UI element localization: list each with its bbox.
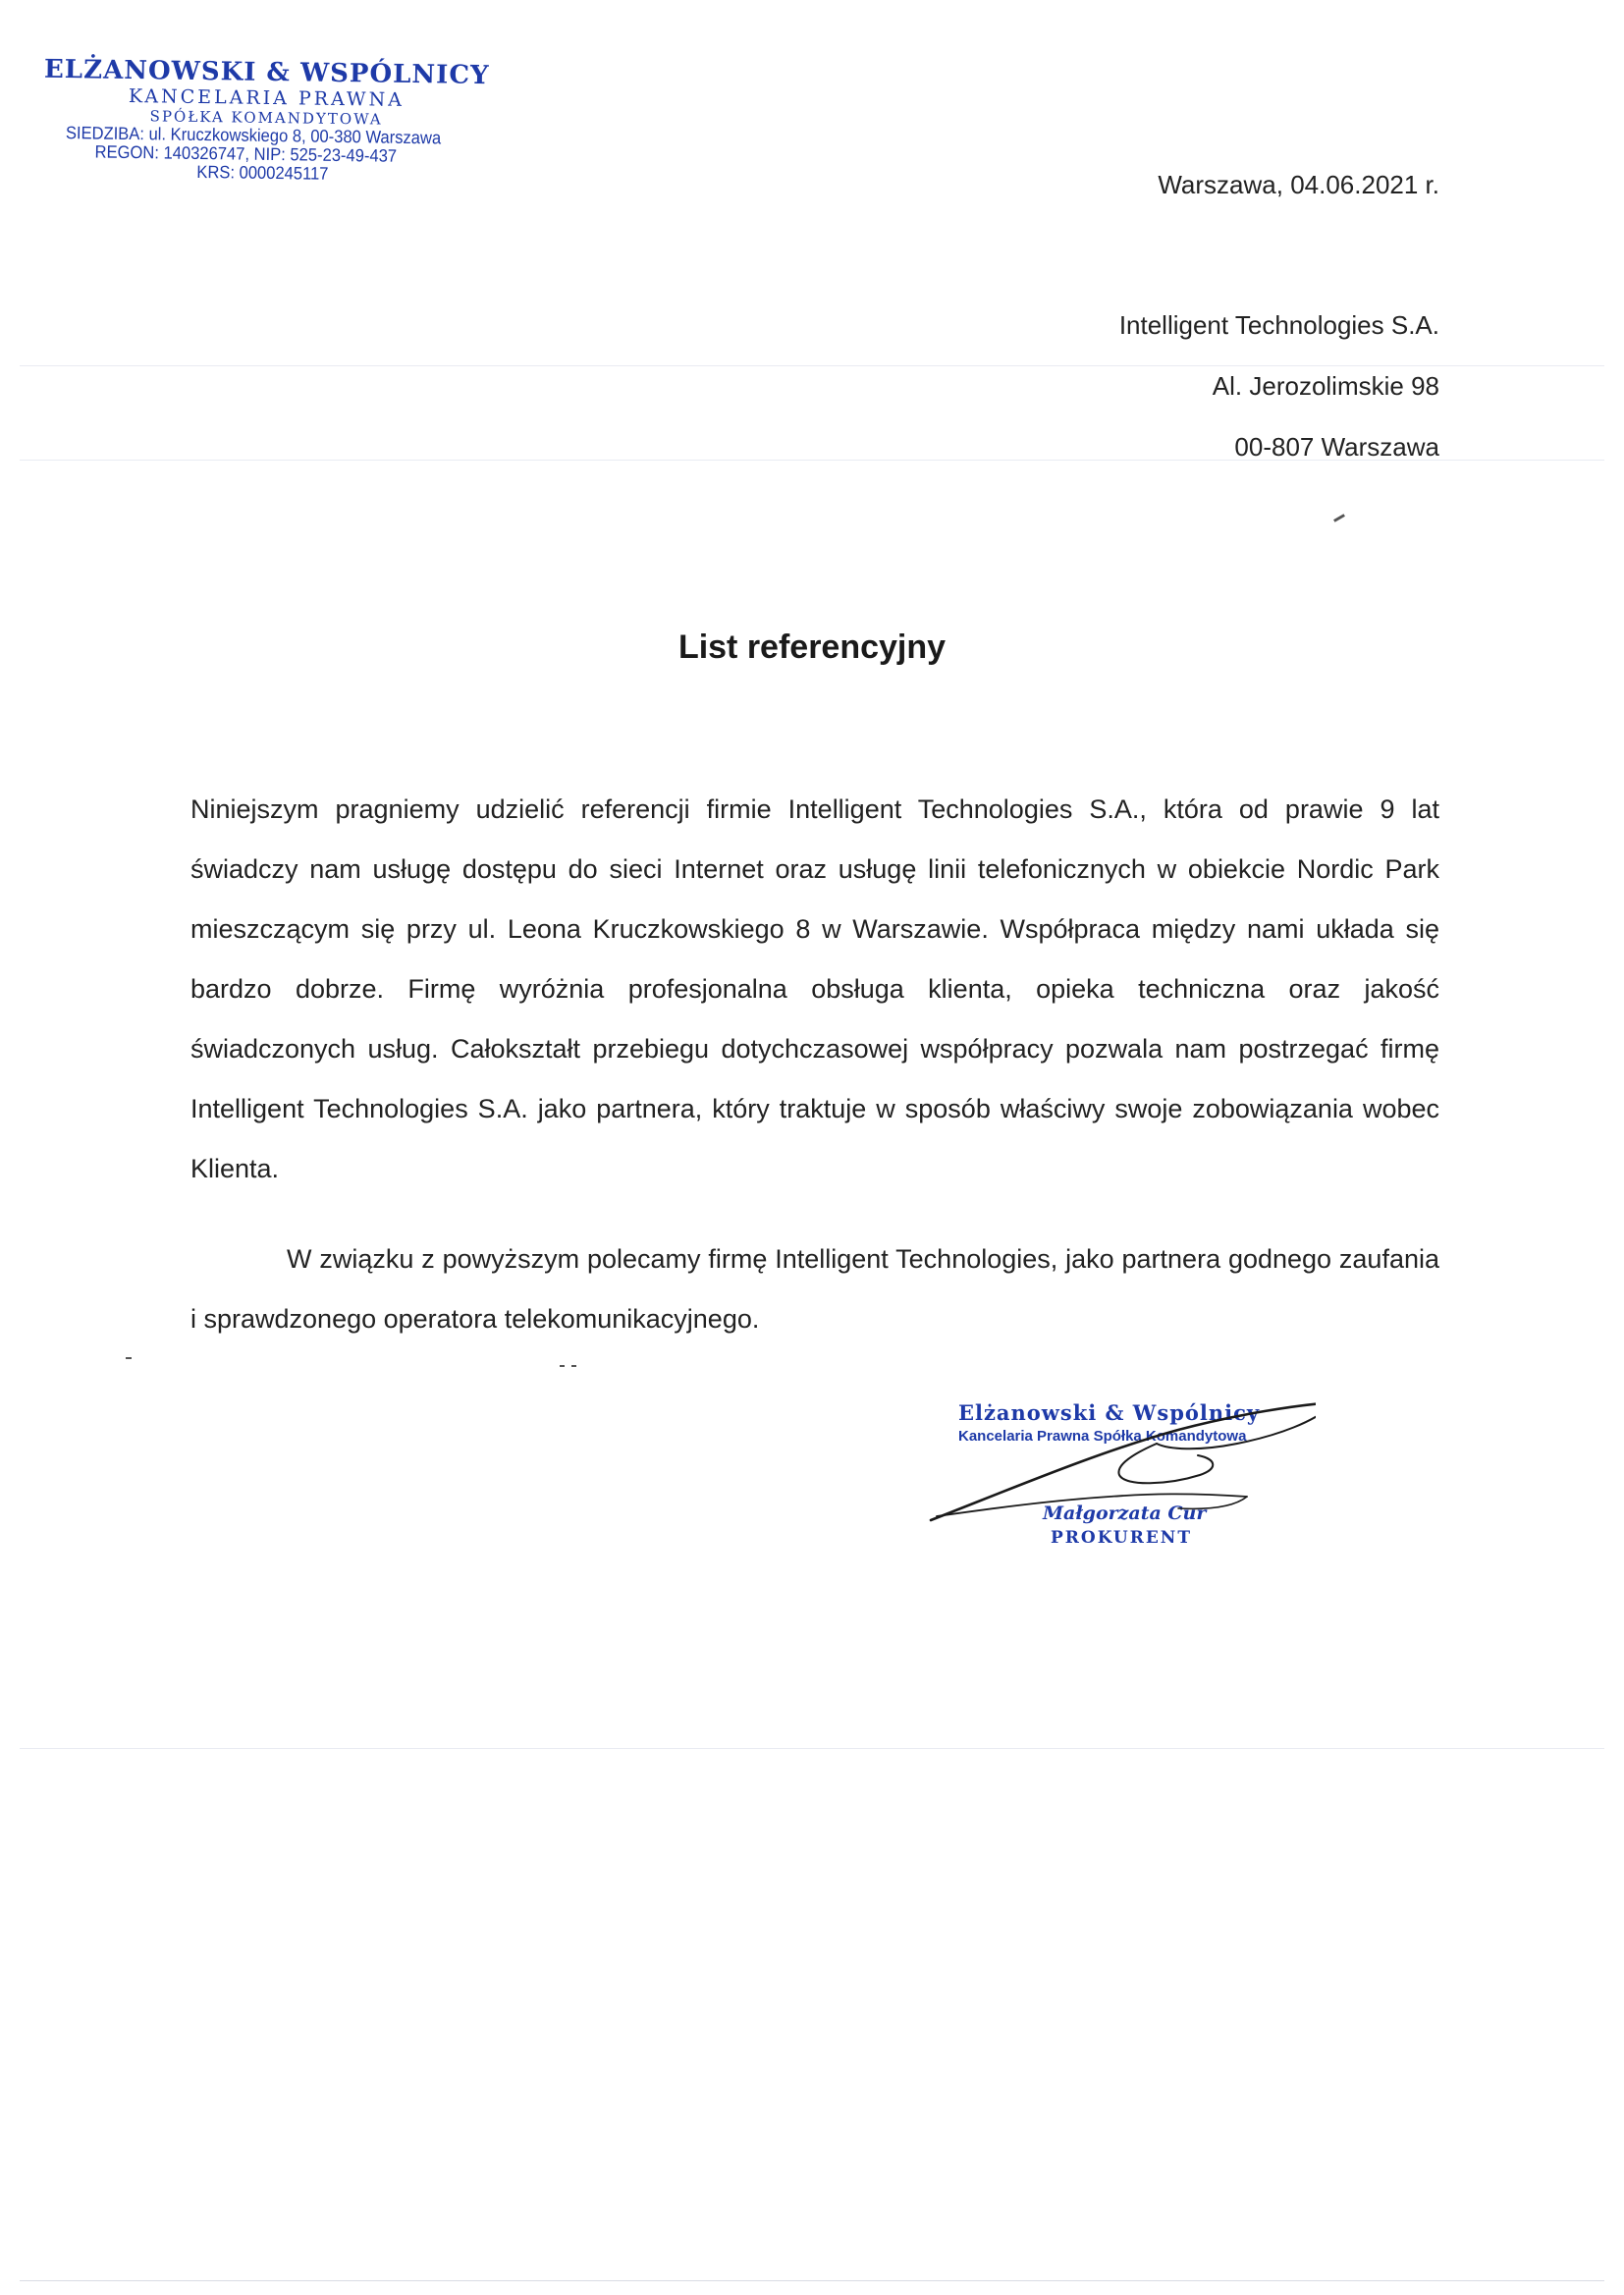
recipient-city: 00-807 Warszawa [1234,432,1439,462]
recipient-address [1119,295,1439,477]
scan-speck [560,1365,565,1367]
scan-speck [1333,514,1345,522]
letterhead-line-1: KANCELARIA PRAWNA [128,84,406,111]
recipient-street: Al. Jerozolimskie 98 [1212,371,1439,401]
document-title: List referencyjny [677,628,947,666]
signature-firm-name: Elżanowski & Wspólnicy [958,1400,1261,1425]
handwritten-signature [923,1394,1316,1571]
body-paragraph-1: Niniejszym pragniemy udzielić referencji firmie Intelligent Technologies S.A., która od prawie 9 lat świadczy nam usługę dostępu do sieci Internet oraz usługę linii telefonicznych w obiekcie Nordic Park mieszczącym się przy ul. Leona Kruczkowskiego 8 w Warszawie. Współpraca między nami układa się bardzo dobrze. Firmę wyróżnia profesjonalna obsługa klienta, opieka techniczna oraz jakość świadczonych usług. Całokształt przebiegu dotychczasowej współpracy pozwala nam postrzegać firmę Intelligent Technologies S.A. jako partnera, który traktuje w sposób właściwy swoje zobowiązania wobec Klienta. [190,794,1439,1183]
signatory-role: PROKURENT [1051,1528,1192,1548]
body-paragraph-2: W związku z powyższym polecamy firmę Intelligent Technologies, jako partnera godnego zaufania i sprawdzonego operatora telekomunikacyjnego. [190,1244,1439,1334]
letterhead-line-2: SPÓŁKA KOMANDYTOWA [149,107,383,129]
letterhead-address: SIEDZIBA: ul. Kruczkowskiego 8, 00-380 Warszawa [65,123,442,148]
signatory-name: Małgorzata Cur [1043,1503,1207,1524]
scan-artifact [20,2280,1604,2281]
scan-artifact [20,1748,1604,1749]
letterhead-firm-name: ELŻANOWSKI & WSPÓLNICY [43,54,490,91]
signature-firm-subtitle: Kancelaria Prawna Spółka Komandytowa [958,1428,1247,1445]
scan-speck [126,1357,132,1359]
letterhead-stamp [43,54,513,186]
signature-stamp [923,1394,1316,1571]
letterhead-krs: KRS: 0000245117 [196,161,329,184]
recipient-name: Intelligent Technologies S.A. [1118,310,1439,340]
scan-speck [571,1365,576,1367]
letter-date: Warszawa, 04.06.2021 r. [1158,170,1439,199]
letterhead-regon-nip: REGON: 140326747, NIP: 525-23-49-437 [94,141,398,166]
